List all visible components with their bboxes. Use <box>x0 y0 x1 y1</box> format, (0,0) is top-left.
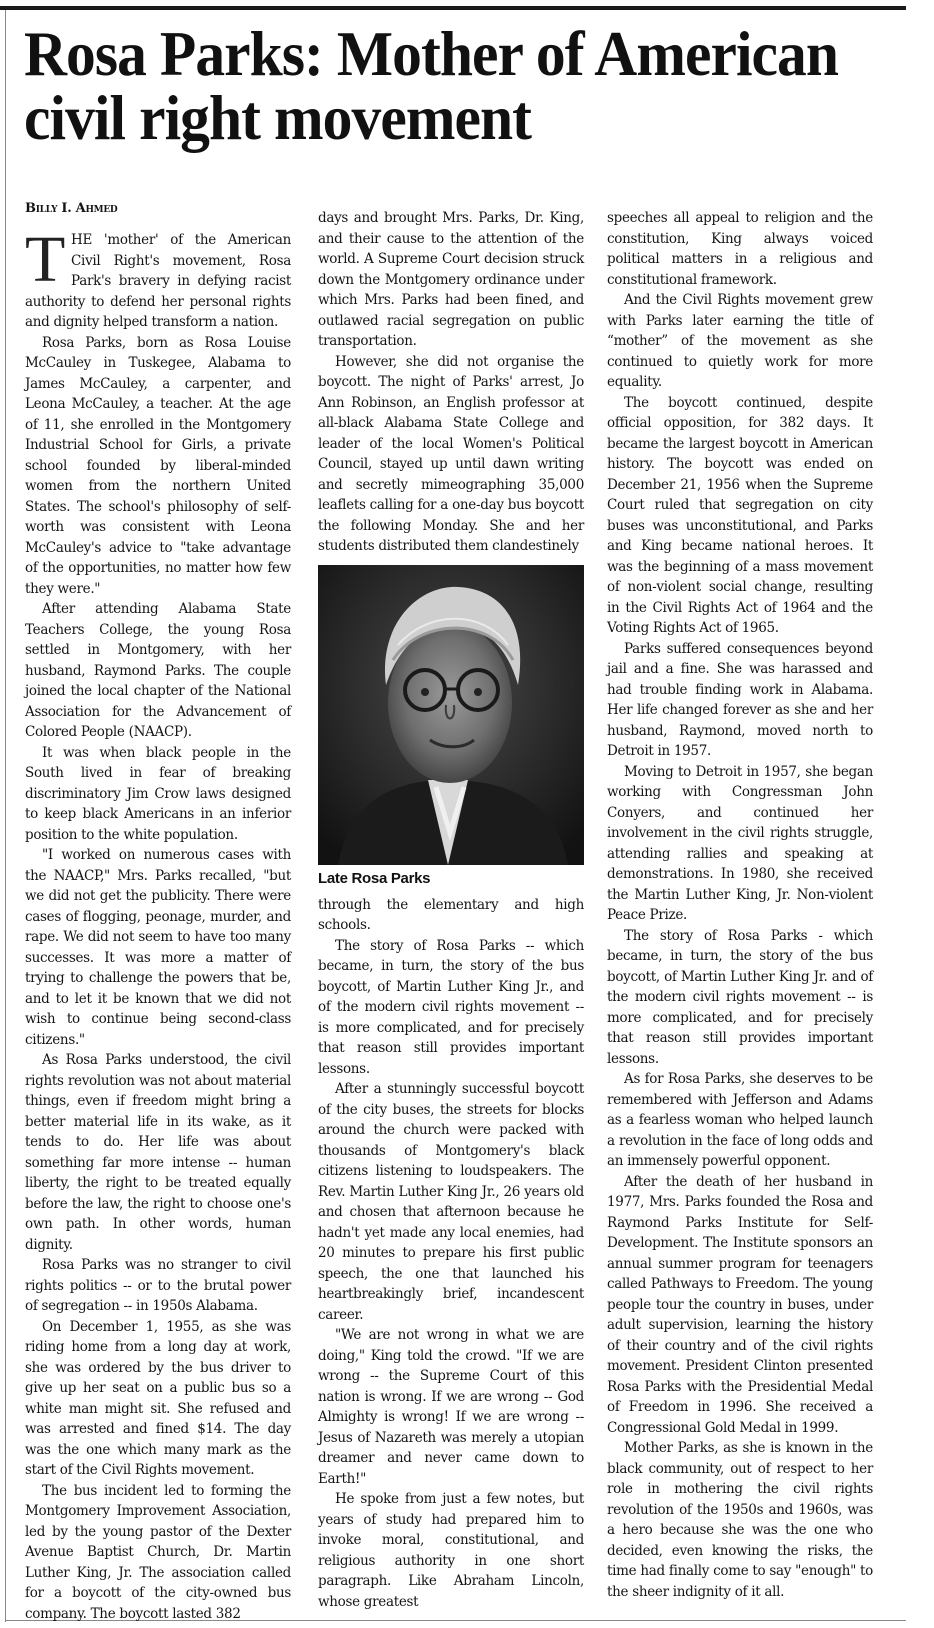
article-paragraph: Mother Parks, as she is known in the black community, out of respect to her role in mothering the civil rights revolution of the 1950s and 1960s, was a hero because she was the one who decided, even knowing the risks, the time had finally come to say "enough" to the sheer indignity of it all. <box>607 1440 873 1600</box>
article-paragraph: Rosa Parks, born as Rosa Louise McCauley in Tuskegee, Alabama to James McCauley, a carpenter, and Leona McCauley, a teacher. At the age of 11, she enrolled in the Montgomery Industrial School for Girls, a private school founded by liberal-minded women from the northern United States. The school's philosophy of self-worth was consistent with Leona McCauley's advice to "take advantage of the opportunities, no matter how few they were." <box>25 334 291 597</box>
article-paragraph: After attending Alabama State Teachers College, the young Rosa settled in Montgomery, with her husband, Raymond Parks. The couple joined the local chapter of the National Association for the Advancement of Colored People (NAACP). <box>25 601 291 740</box>
continued-paragraph: days and brought Mrs. Parks, Dr. King, and their cause to the attention of the world. A Supreme Court decision struck down the Montgomery ordinance under which Mrs. Parks had been fined, and outlawed racial segregation on public transportation. <box>318 210 584 349</box>
article-paragraph: "We are not wrong in what we are doing," King told the crowd. "If we are wrong -- the Supreme Court of this nation is wrong. If we are wrong -- God Almighty is wrong! If we are wrong -- Jesus of Nazareth was merely a utopian dreamer and never came down to Earth!" <box>318 1327 584 1487</box>
article-paragraph: However, she did not organise the boycott. The night of Parks' arrest, Jo Ann Robinson, an English professor at all-black Alabama State College and leader of the local Women's Political Council, stayed up until dawn writing and secretly mimeographing 35,000 leaflets calling for a one-day bus boycott the following Monday. She and her students distributed them clandestinely <box>318 353 584 554</box>
column-1 <box>25 200 291 1624</box>
article-paragraph: Moving to Detroit in 1957, she began working with Congressman John Conyers, and continued her involvement in the civil rights struggle, attending rallies and speaking at demonstrations. In 1980, she received the Martin Luther King, Jr. Non-violent Peace Prize. <box>607 763 873 923</box>
column-2 <box>318 208 584 1612</box>
continued-paragraph: through the elementary and high schools. <box>318 896 584 933</box>
article-paragraph: On December 1, 1955, as she was riding home from a long day at work, she was ordered by the bus driver to give up her seat on a public bus so a white man might sit. She refused and was arrested and fined $14. The day was the one which many mark as the start of the Civil Rights movement. <box>25 1318 291 1478</box>
article-paragraph: It was when black people in the South lived in fear of breaking discriminatory Jim Crow laws designed to keep black Americans in an inferior position to the white population. <box>25 744 291 843</box>
left-border-rule <box>5 10 6 1622</box>
article-paragraph: After the death of her husband in 1977, Mrs. Parks founded the Rosa and Raymond Parks Institute for Self-Development. The Institute sponsors an annual summer program for teenagers called Pathways to Freedom. The young people tour the country in buses, under adult supervision, learning the history of their country and of the civil rights movement. President Clinton presented Rosa Parks with the Presidential Medal of Freedom in 1996. She received a Congressional Gold Medal in 1999. <box>607 1173 873 1436</box>
article-paragraph: As Rosa Parks understood, the civil rights revolution was not about material things, even if freedom might bring a better material life in its wake, as it tends to do. Her life was about something far more intense -- human liberty, the right to be treated equally before the law, the right to choose one's own path. In other words, human dignity. <box>25 1052 291 1253</box>
photo-figure <box>318 565 584 889</box>
photo-caption: Late Rosa Parks <box>318 869 431 887</box>
article-paragraph: Parks suffered consequences beyond jail and a fine. She was harassed and had trouble finding work in Alabama. Her life changed forever as she and her husband, Raymond, moved north to Detroit in 1957. <box>607 640 873 759</box>
byline: Billy I. Ahmed <box>25 201 118 216</box>
article-paragraph: The story of Rosa Parks - which became, in turn, the story of the bus boycott, of Martin Luther King Jr. and of the modern civil rights movement -- is more complicated, and for precisely that reason still provides important lessons. <box>607 927 873 1067</box>
article-paragraph: He spoke from just a few notes, but years of study had prepared him to invoke moral, constitutional, and religious authority in one short paragraph. Like Abraham Lincoln, whose greatest <box>318 1491 584 1610</box>
article-paragraph: The bus incident led to forming the Montgomery Improvement Association, led by the young pastor of the Dexter Avenue Baptist Church, Dr. Martin Luther King, Jr. The association called for a boycott of the city-owned bus company. The boycott lasted 382 <box>25 1482 291 1622</box>
article-paragraph: "I worked on numerous cases with the NAACP," Mrs. Parks recalled, "but we did not get the publicity. There were cases of flogging, peonage, murder, and rape. We did not seem to have too many successes. It was more a matter of trying to challenge the powers that be, and to let it be known that we did not wish to continue being second-class citizens." <box>25 847 291 1048</box>
article-paragraph: The boycott continued, despite official opposition, for 382 days. It became the largest boycott in American history. The boycott was ended on December 21, 1956 when the Supreme Court ruled that segregation on city buses was unconstitutional, and Parks and King became national heroes. It was the beginning of a mass movement of non-violent social change, resulting in the Civil Rights Act of 1964 and the Voting Rights Act of 1965. <box>607 394 873 636</box>
column-3 <box>607 208 873 1602</box>
continued-paragraph: speeches all appeal to religion and the constitution, King always voiced political matters in a religious and constitutional framework. <box>607 210 873 288</box>
headline: Rosa Parks: Mother of American civil right movement <box>24 18 839 153</box>
article-paragraph: Rosa Parks was no stranger to civil rights politics -- or to the brutal power of segregation -- in 1950s Alabama. <box>25 1257 291 1314</box>
drop-cap: T <box>25 223 66 296</box>
article-paragraph: The story of Rosa Parks -- which became, in turn, the story of the bus boycott, of Martin Luther King Jr., and of the modern civil rights movement -- is more complicated, and for precisely that reason still provides important lessons. <box>318 937 584 1077</box>
article-paragraph: And the Civil Rights movement grew with Parks later earning the title of “mother” of the movement as she continued to quietly work for more equality. <box>607 292 873 390</box>
rosa-parks-portrait-photo <box>318 565 584 865</box>
article-paragraph: After a stunningly successful boycott of the city buses, the streets for blocks around the church were packed with thousands of Montgomery's black citizens listening to loudspeakers. The Rev. Martin Luther King Jr., 26 years old and chosen that afternoon because he hadn't yet made any local enemies, had 20 minutes to prepare his first public speech, the one that launched his heartbreakingly brief, incandescent career. <box>318 1081 584 1323</box>
lead-paragraph <box>25 223 291 333</box>
article-paragraph: As for Rosa Parks, she deserves to be remembered with Jefferson and Adams as a fearless woman who helped launch a revolution in the face of long odds and an immensely powerful opponent. <box>607 1071 873 1169</box>
top-border-bar <box>0 6 906 10</box>
lead-text: HE 'mother' of the American Civil Right's movement, Rosa Park's bravery in defying racist authority to defend her personal rights and dignity helped transform a nation. <box>25 232 291 330</box>
